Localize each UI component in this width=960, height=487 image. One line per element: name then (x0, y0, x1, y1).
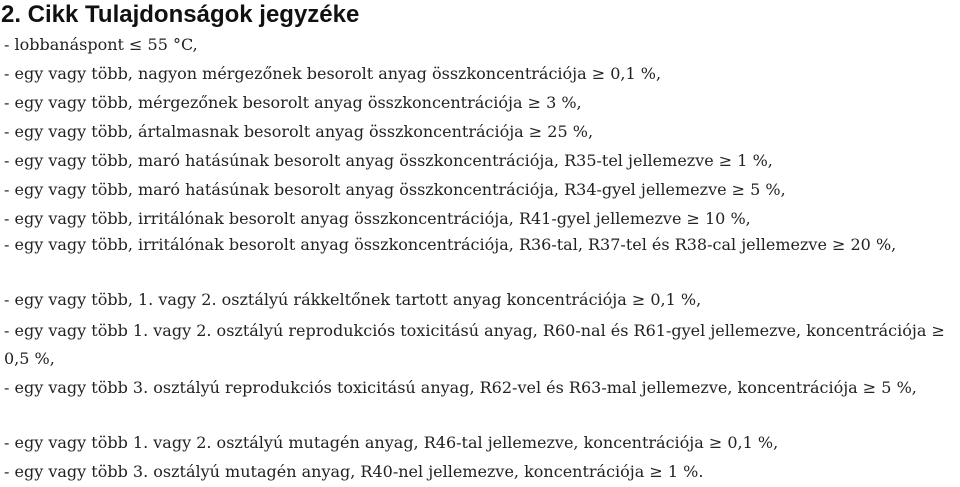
list-item-reprotoxic-cat12: - egy vagy több 1. vagy 2. osztályú reprodukciós toxicitású anyag, R60-nal és R61-gyel jellemezve, koncentrációja ≥ 0,5 %, (4, 321, 945, 368)
list-item-corrosive-r34: - egy vagy több, maró hatásúnak besorolt anyag összkoncentrációja, R34-gyel jellemezve ≥ 5 %, (4, 180, 786, 199)
list-item-flash-point: - lobbanáspont ≤ 55 °C, (4, 35, 198, 54)
list-item-reprotoxic-cat3: - egy vagy több 3. osztályú reprodukciós toxicitású anyag, R62-vel és R63-mal jellemezve, koncentrációja ≥ 5 %, (4, 378, 917, 397)
list-item-mutagenic-cat12: - egy vagy több 1. vagy 2. osztályú mutagén anyag, R46-tal jellemezve, koncentrációja ≥ 0,1 %, (4, 433, 779, 452)
list-item-corrosive-r35: - egy vagy több, maró hatásúnak besorolt anyag összkoncentrációja, R35-tel jellemezve ≥ 1 %, (4, 151, 773, 170)
list-item-irritant-r36-r37-r38: - egy vagy több, irritálónak besorolt anyag összkoncentrációja, R36-tal, R37-tel és R38-cal jellemezve ≥ 20 %, (4, 235, 897, 254)
document-title: 2. Cikk Tulajdonságok jegyzéke (1, 1, 360, 28)
list-item-carcinogenic: - egy vagy több, 1. vagy 2. osztályú rákkeltőnek tartott anyag koncentrációja ≥ 0,1 %, (4, 290, 702, 309)
list-item-toxic: - egy vagy több, mérgezőnek besorolt anyag összkoncentrációja ≥ 3 %, (4, 93, 582, 112)
list-item-mutagenic-cat3: - egy vagy több 3. osztályú mutagén anyag, R40-nel jellemezve, koncentrációja ≥ 1 %. (4, 462, 704, 481)
list-item-irritant-r41: - egy vagy több, irritálónak besorolt anyag összkoncentrációja, R41-gyel jellemezve ≥ 10 %, (4, 209, 751, 228)
list-item-very-toxic: - egy vagy több, nagyon mérgezőnek besorolt anyag összkoncentrációja ≥ 0,1 %, (4, 64, 662, 83)
list-item-harmful: - egy vagy több, ártalmasnak besorolt anyag összkoncentrációja ≥ 25 %, (4, 122, 594, 141)
